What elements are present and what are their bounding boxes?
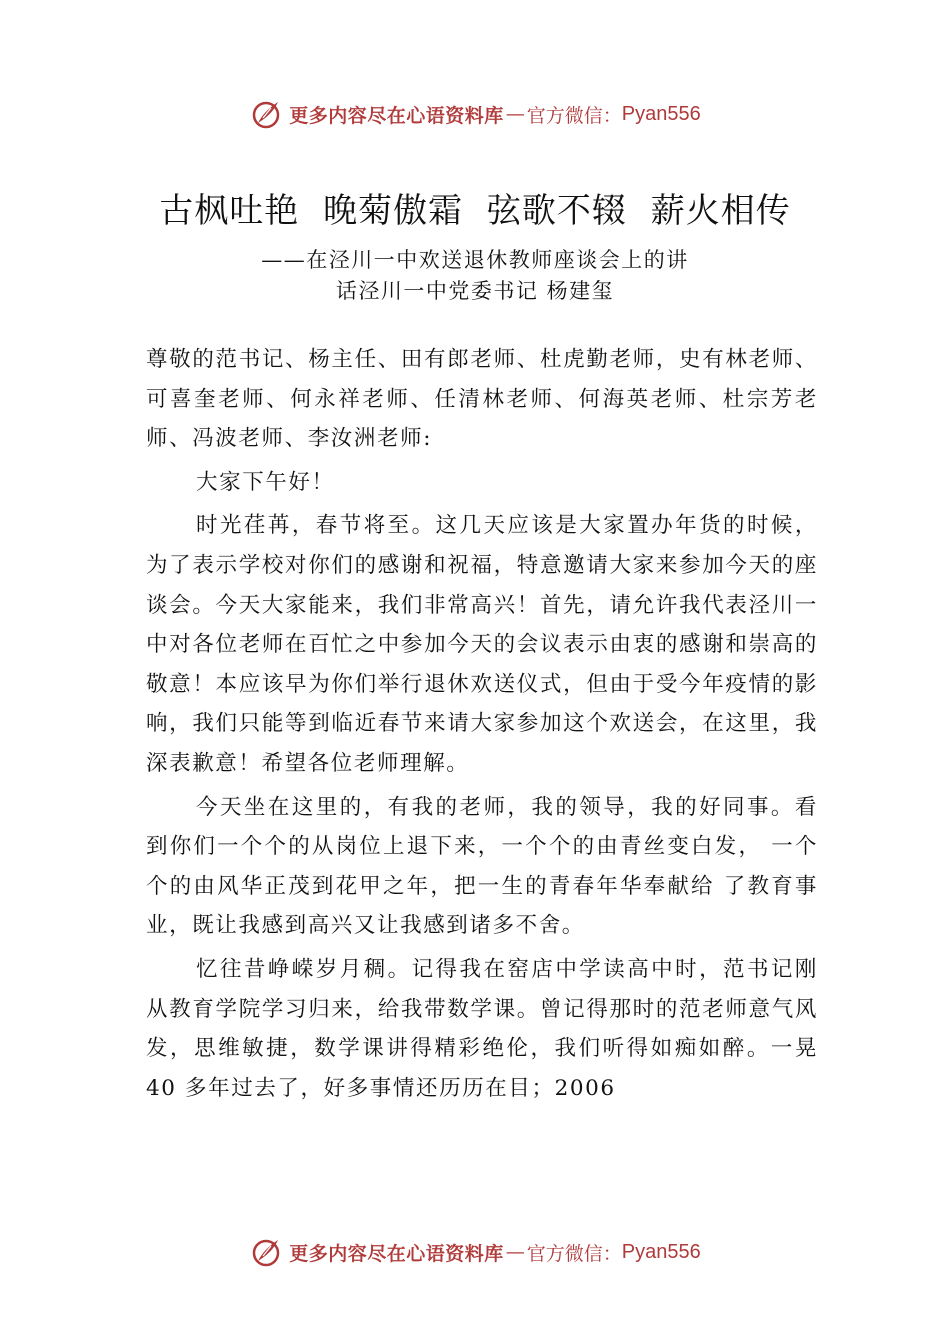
document-title: 古枫吐艳 晚菊傲霜 弦歌不辍 薪火相传 [159, 191, 791, 231]
body-paragraph: 今天坐在这里的，有我的老师，我的领导，我的好同事。看到你们一个个的从岗位上退下来，一个个的由青丝变白发， 一个个的由风华正茂到花甲之年，把一生的青春年华奉献给 了教育事业，既让我感到高兴又让我感到诸多不舍。 [146, 794, 818, 939]
body-paragraph: 时光荏苒，春节将至。这几天应该是大家置办年货的时候，为了表示学校对你们的感谢和祝福，特意邀请大家来参加今天的座谈会。今天大家能来，我们非常高兴！首先，请允许我代表泾川一中对各位老师在百忙之中参加今天的会议表示由衷的感谢和崇高的敬意！本应该早为你们举行退休欢送仪式，但由于受今年疫情的影响，我们只能等到临近春节来请大家参加这个欢送会，在这里，我深表歉意！希望各位老师理解。 [146, 513, 818, 776]
salutation-paragraph: 尊敬的范书记、杨主任、田有郎老师、杜虎勤老师，史有林老师、可喜奎老师、何永祥老师、任清林老师、何海英老师、杜宗芳老师、冯波老师、李汝洲老师: [146, 347, 818, 452]
header-banner [0, 94, 950, 134]
banner-label: 官方微信： [526, 1242, 622, 1265]
document-body [146, 340, 818, 1108]
document-subtitle-line1: ——在泾川一中欢送退休教师座谈会上的讲 [261, 248, 689, 272]
banner-wechat-id: Pyan556 [621, 102, 701, 125]
banner-brand: 更多内容尽在心语资料库 [289, 104, 504, 127]
greeting-paragraph: 大家下午好！ [196, 469, 335, 495]
quill-logo-icon [249, 1235, 283, 1269]
banner-label: 官方微信： [526, 104, 622, 127]
document-subtitle-line2: 话泾川一中党委书记 杨建玺 [335, 279, 615, 303]
quill-logo-icon [249, 97, 283, 131]
footer-banner [0, 1232, 950, 1272]
banner-brand: 更多内容尽在心语资料库 [289, 1242, 504, 1265]
banner-dash: — [505, 103, 525, 125]
body-paragraph: 忆往昔峥嵘岁月稠。记得我在窑店中学读高中时，范书记刚从教育学院学习归来，给我带数学课。曾记得那时的范老师意气风发，思维敏捷，数学课讲得精彩绝伦，我们听得如痴如醉。一晃 40 多年过去了，好多事情还历历在目；2006 [146, 956, 818, 1101]
banner-dash: — [505, 1241, 525, 1263]
banner-wechat-id: Pyan556 [621, 1240, 701, 1263]
